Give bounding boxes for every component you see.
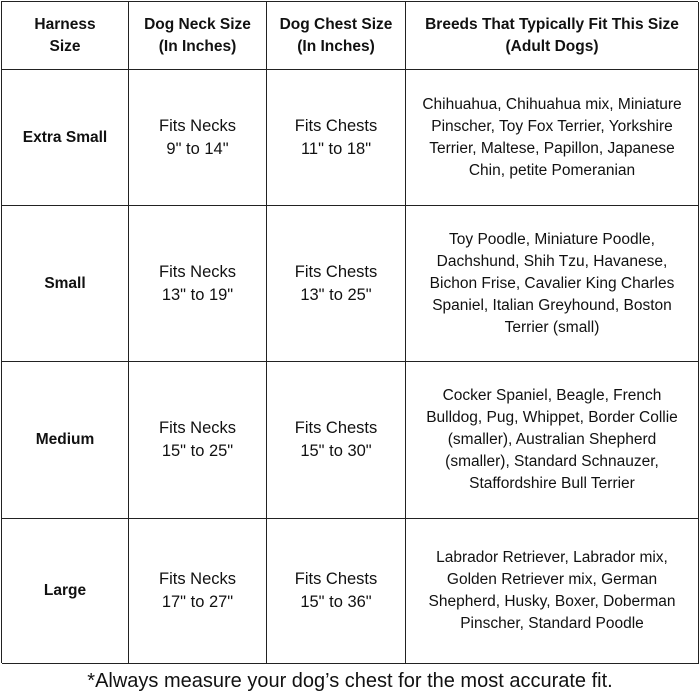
row-chest-medium bbox=[267, 362, 406, 519]
row-neck-extra-small bbox=[129, 70, 267, 206]
header-chest-size-label: Dog Chest Size (In Inches) bbox=[279, 15, 393, 55]
size-label: Medium bbox=[35, 431, 95, 448]
chest-range: Fits Chests 15" to 30" bbox=[294, 419, 378, 460]
chest-range: Fits Chests 13" to 25" bbox=[294, 262, 378, 304]
row-breeds-large bbox=[406, 519, 699, 664]
breeds-list: Toy Poodle, Miniature Poodle, Dachshund, Shih Tzu, Havanese, Bichon Frise, Cavalier King Charles Spaniel, Italian Greyhound, Boston Terrier (small) bbox=[429, 230, 675, 336]
row-breeds-medium bbox=[406, 362, 699, 519]
size-label: Extra Small bbox=[22, 128, 108, 146]
row-size-small bbox=[2, 206, 129, 362]
breeds-list: Chihuahua, Chihuahua mix, Miniature Pinscher, Toy Fox Terrier, Yorkshire Terrier, Maltese, Papillon, Japanese Chin, petite Pomeranian bbox=[422, 95, 682, 179]
header-breeds-label: Breeds That Typically Fit This Size (Adult Dogs) bbox=[425, 15, 679, 55]
row-size-extra-small bbox=[2, 70, 129, 206]
header-breeds bbox=[406, 2, 699, 70]
header-neck-size-label: Dog Neck Size (In Inches) bbox=[144, 15, 251, 55]
row-chest-extra-small bbox=[267, 70, 406, 206]
row-breeds-small bbox=[406, 206, 699, 362]
neck-range: Fits Necks 15" to 25" bbox=[158, 419, 236, 460]
breeds-list: Labrador Retriever, Labrador mix, Golden Retriever mix, German Shepherd, Husky, Boxer, Doberman Pinscher, Standard Poodle bbox=[428, 549, 676, 632]
breeds-list: Cocker Spaniel, Beagle, French Bulldog, Pug, Whippet, Border Collie (smaller), Australian Shepherd (smaller), Standard Schnauzer, Staffordshire Bull Terrier bbox=[426, 387, 678, 492]
header-neck-size bbox=[129, 2, 267, 70]
size-label: Small bbox=[44, 274, 86, 292]
row-breeds-extra-small bbox=[406, 70, 699, 206]
row-size-medium bbox=[2, 362, 129, 519]
harness-size-table bbox=[1, 1, 698, 663]
row-neck-medium bbox=[129, 362, 267, 519]
header-harness-size-label: Harness Size bbox=[34, 15, 96, 55]
neck-range: Fits Necks 17" to 27" bbox=[158, 570, 236, 611]
neck-range: Fits Necks 9" to 14" bbox=[158, 116, 236, 158]
header-harness-size bbox=[2, 2, 129, 70]
chest-range: Fits Chests 11" to 18" bbox=[294, 116, 378, 158]
row-size-large bbox=[2, 519, 129, 664]
header-chest-size bbox=[267, 2, 406, 70]
chest-range: Fits Chests 15" to 36" bbox=[294, 570, 378, 611]
footnote: *Always measure your dog’s chest for the most accurate fit. bbox=[87, 670, 613, 692]
row-neck-small bbox=[129, 206, 267, 362]
size-label: Large bbox=[43, 582, 87, 599]
row-neck-large bbox=[129, 519, 267, 664]
row-chest-small bbox=[267, 206, 406, 362]
neck-range: Fits Necks 13" to 19" bbox=[158, 262, 236, 304]
row-chest-large bbox=[267, 519, 406, 664]
